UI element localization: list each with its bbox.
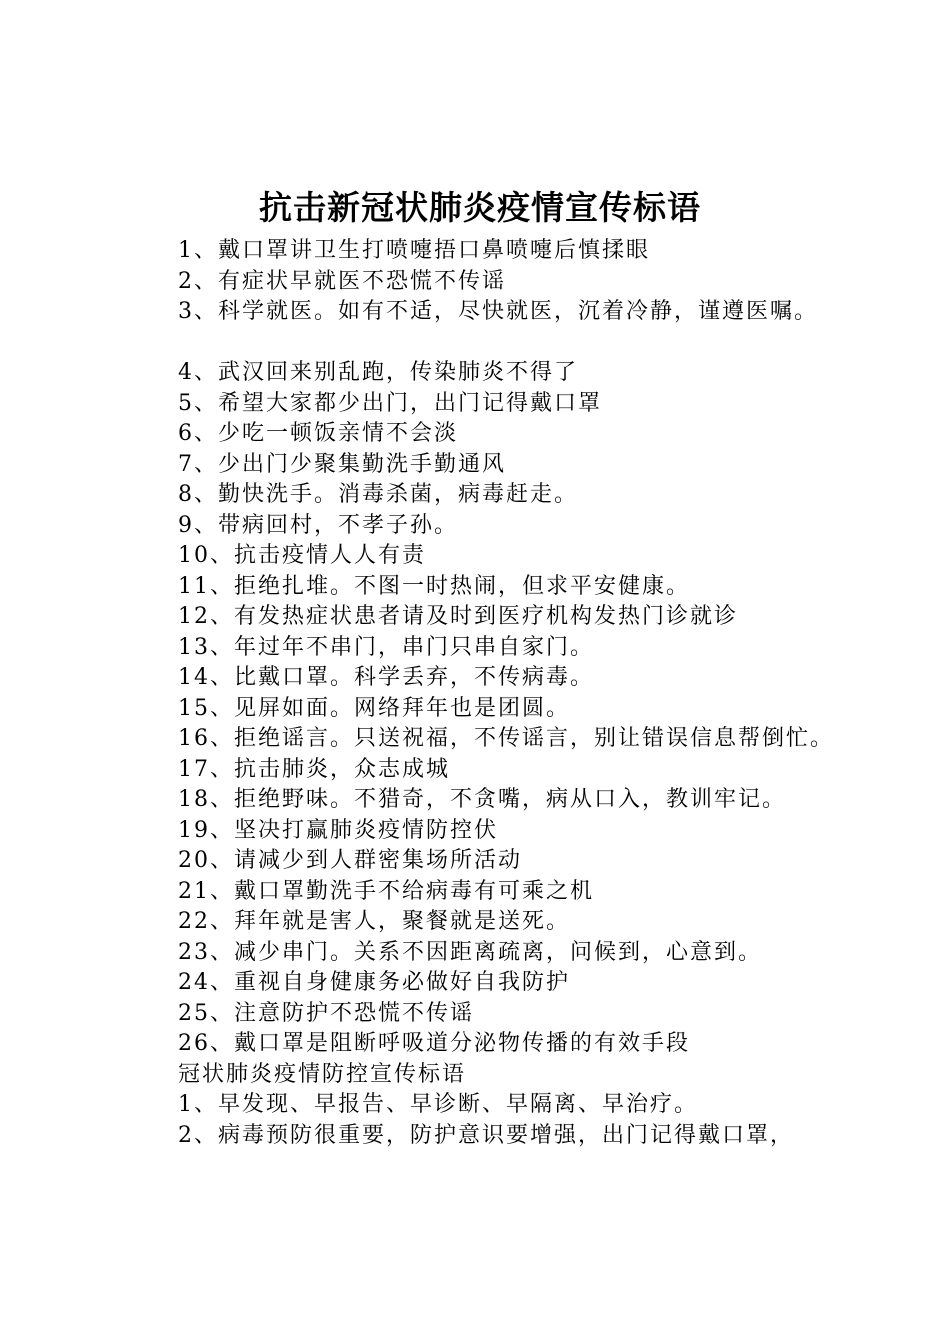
document-body <box>130 236 850 1151</box>
paragraph: 3、科学就医。如有不适，尽快就医，沉着冷静，谨遵医嘱。 <box>178 299 818 324</box>
paragraph: 25、注意防护不恐慌不传谣 <box>178 1000 474 1026</box>
paragraph: 24、重视自身健康务必做好自我防护 <box>178 970 570 995</box>
paragraph: 22、拜年就是害人，聚餐就是送死。 <box>178 909 570 934</box>
paragraph: 4、武汉回来别乱跑，传染肺炎不得了 <box>178 360 578 385</box>
paragraph: 18、拒绝野味。不猎奇，不贪嘴，病从口入，教训牢记。 <box>178 787 786 812</box>
paragraph: 6、少吃一顿饭亲情不会淡 <box>178 421 458 446</box>
paragraph: 1、戴口罩讲卫生打喷嚏捂口鼻喷嚏后慎揉眼 <box>178 238 650 263</box>
document-title: 抗击新冠状肺炎疫情宣传标语 <box>259 188 701 227</box>
paragraph: 20、请减少到人群密集场所活动 <box>178 848 522 873</box>
paragraph: 5、希望大家都少出门，出门记得戴口罩 <box>178 390 602 416</box>
paragraph: 14、比戴口罩。科学丢弃，不传病毒。 <box>178 665 594 690</box>
paragraph: 13、年过年不串门，串门只串自家门。 <box>178 634 594 660</box>
paragraph: 19、坚决打赢肺炎疫情防控伏 <box>178 817 498 843</box>
paragraph: 8、勤快洗手。消毒杀菌，病毒赶走。 <box>178 482 578 507</box>
paragraph: 21、戴口罩勤洗手不给病毒有可乘之机 <box>178 878 594 904</box>
section-heading: 冠状肺炎疫情防控宣传标语 <box>178 1061 467 1087</box>
paragraph: 23、减少串门。关系不因距离疏离，问候到，心意到。 <box>178 939 762 965</box>
paragraph: 7、少出门少聚集勤洗手勤通风 <box>178 451 506 477</box>
paragraph: 15、见屏如面。网络拜年也是团圆。 <box>178 695 570 721</box>
paragraph: 10、抗击疫情人人有责 <box>178 543 426 568</box>
paragraph: 12、有发热症状患者请及时到医疗机构发热门诊就诊 <box>178 604 738 629</box>
paragraph: 16、拒绝谣言。只送祝福，不传谣言，别让错误信息帮倒忙。 <box>178 726 834 751</box>
paragraph: 1、早发现、早报告、早诊断、早隔离、早治疗。 <box>178 1092 698 1117</box>
paragraph: 9、带病回村，不孝子孙。 <box>178 512 458 538</box>
paragraph: 11、拒绝扎堆。不图一时热闹，但求平安健康。 <box>178 573 690 599</box>
paragraph: 2、病毒预防很重要，防护意识要增强，出门记得戴口罩， <box>178 1122 794 1148</box>
paragraph: 17、抗击肺炎，众志成城 <box>178 756 450 782</box>
paragraph: 2、有症状早就医不恐慌不传谣 <box>178 268 506 294</box>
blank-line <box>130 328 850 359</box>
paragraph: 26、戴口罩是阻断呼吸道分泌物传播的有效手段 <box>178 1031 690 1056</box>
